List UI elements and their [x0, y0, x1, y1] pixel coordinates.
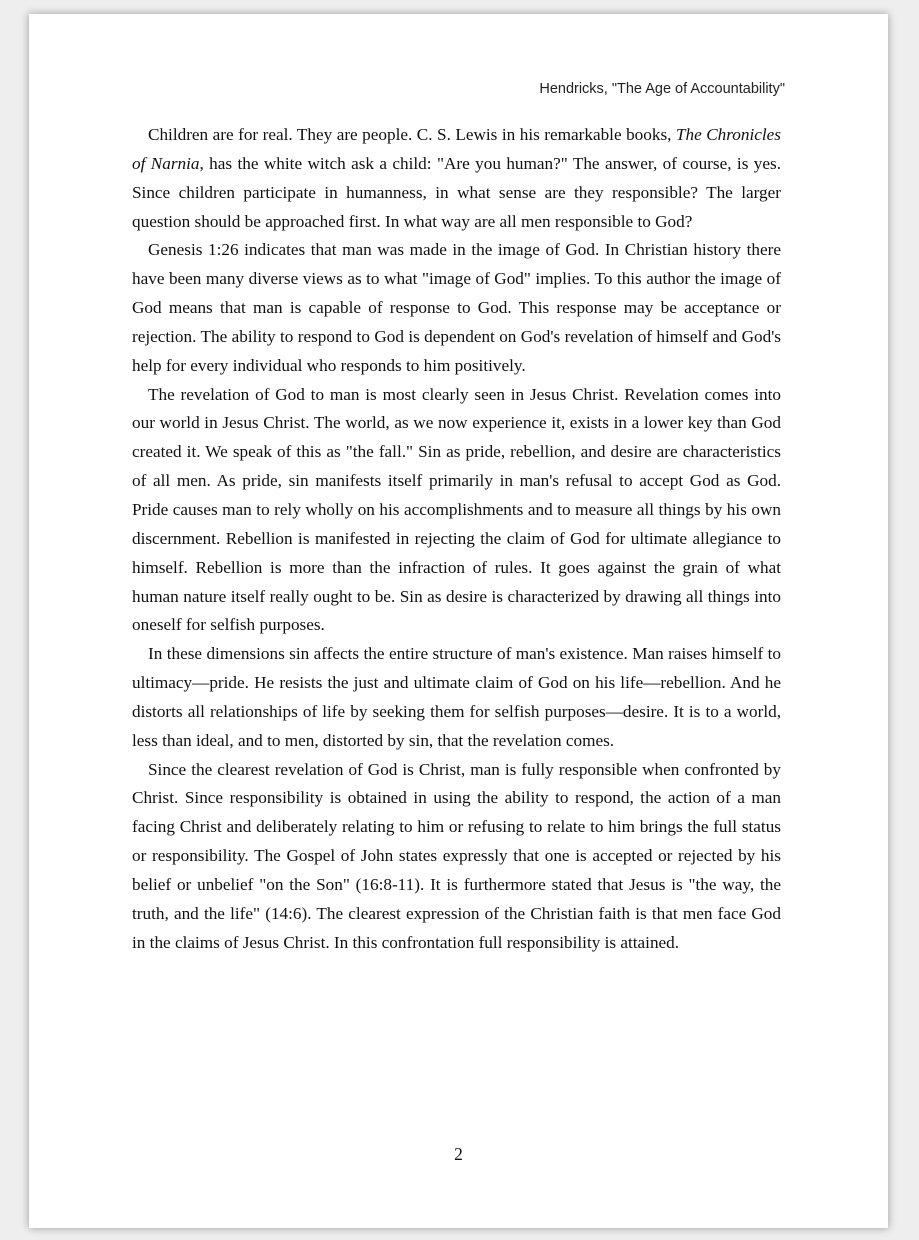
paragraph-4: In these dimensions sin affects the entire structure of man's existence. Man raises himself to ultimacy—pride. He resists the just and ultimate claim of God on his life—rebellion. And he distorts all relationships of life by seeking them for selfish purposes—desire. It is to a world, less than ideal, and to men, distorted by sin, that the revelation comes.: [132, 644, 781, 750]
running-head: Hendricks, "The Age of Accountability": [539, 81, 785, 97]
paragraph-5: Since the clearest revelation of God is Christ, man is fully responsible when confronted by Christ. Since responsibility is obtained in using the ability to respond, the action of a man facing Christ and deliberately relating to him or refusing to relate to him brings the full status or responsibility. The Gospel of John states expressly that one is accepted or rejected by his belief or unbelief "on the Son" (16:8-11). It is furthermore stated that Jesus is "the way, the truth, and the life" (14:6). The clearest expression of the Christian faith is that men face God in the claims of Jesus Christ. In this confrontation full responsibility is attained.: [132, 759, 781, 952]
book-title: The Chronicles of Narnia: [132, 125, 781, 173]
paragraph-1-text-before: Children are for real. They are people. C. S. Lewis in his remarkable books,: [148, 125, 676, 144]
paragraph-3: The revelation of God to man is most clearly seen in Jesus Christ. Revelation comes into our world in Jesus Christ. The world, as we now experience it, exists in a lower key than God created it. We speak of this as "the fall." Sin as pride, rebellion, and desire are characteristics of all men. As pride, sin manifests itself primarily in man's refusal to accept God as God. Pride causes man to rely wholly on his accomplishments and to measure all things by his own discernment. Rebellion is manifested in rejecting the claim of God for ultimate allegiance to himself. Rebellion is more than the infraction of rules. It goes against the grain of what human nature itself really ought to be. Sin as desire is characterized by drawing all things into oneself for selfish purposes.: [132, 384, 781, 635]
paragraph-1: [132, 121, 781, 236]
page-number: 2: [454, 1144, 463, 1164]
paragraph-2: Genesis 1:26 indicates that man was made in the image of God. In Christian history there have been many diverse views as to what "image of God" implies. To this author the image of God means that man is capable of response to God. This response may be acceptance or rejection. The ability to respond to God is dependent on God's revelation of himself and God's help for every individual who responds to him positively.: [132, 240, 781, 375]
body-text: [132, 121, 781, 957]
paragraph-1-text-after: , has the white witch ask a child: "Are you human?" The answer, of course, is yes. Since children participate in humanness, in what sense are they responsible? The larger question should be approached first. In what way are all men responsible to God?: [132, 153, 781, 231]
document-page: [29, 14, 888, 1228]
